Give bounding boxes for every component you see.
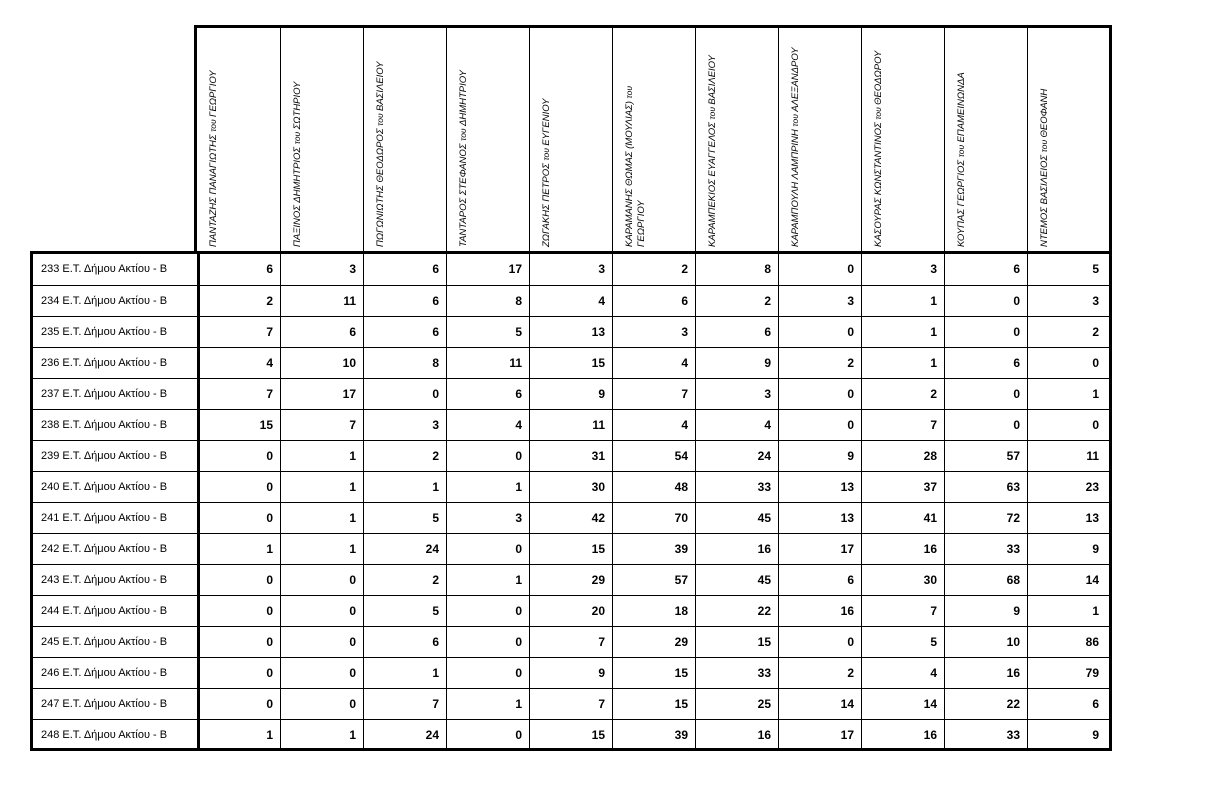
vote-count-cell: 2 [363,441,446,471]
vote-count-cell: 39 [612,534,695,564]
vote-count-cell: 10 [944,627,1027,657]
vote-count-cell: 16 [695,534,778,564]
vote-count-cell: 3 [695,379,778,409]
table-row [33,564,1109,595]
vote-count-cell: 0 [446,441,529,471]
polling-station-label: 248 Ε.Τ. Δήμου Ακτίου - Β [41,729,168,741]
vote-count-cell: 9 [529,379,612,409]
vote-count-cell: 5 [1027,254,1106,285]
polling-station-label: 246 Ε.Τ. Δήμου Ακτίου - Β [41,667,168,679]
vote-count-cell: 2 [1027,317,1106,347]
vote-count-cell: 0 [280,627,363,657]
vote-count-cell: 57 [612,565,695,595]
candidate-name: ΝΤΕΜΟΣ ΒΑΣΙΛΕΙΟΣ [1039,152,1050,247]
vote-count-cell: 20 [529,596,612,626]
vote-count-cell: 0 [778,254,861,285]
vote-count-cell: 30 [529,472,612,502]
table-row [33,719,1109,750]
vote-count-cell: 2 [778,348,861,378]
vote-count-cell: 63 [944,472,1027,502]
vote-count-cell: 7 [280,410,363,440]
column-header [1027,28,1109,255]
column-header-label [540,47,553,247]
table-row [33,440,1109,471]
column-header [778,28,861,255]
column-header-label [291,47,304,247]
vote-count-cell: 6 [363,317,446,347]
column-header-label [955,47,968,247]
vote-count-cell: 8 [363,348,446,378]
vote-count-cell: 5 [363,503,446,533]
candidate-tou: του [1039,137,1049,153]
vote-count-cell: 0 [1027,410,1106,440]
vote-count-cell: 31 [529,441,612,471]
vote-count-cell: 86 [1027,627,1106,657]
column-header-label [623,47,648,247]
vote-count-cell: 0 [280,565,363,595]
vote-count-cell: 9 [778,441,861,471]
vote-count-cell: 17 [778,720,861,750]
vote-count-cell: 7 [529,689,612,719]
vote-count-cell: 48 [612,472,695,502]
vote-count-cell: 9 [529,658,612,688]
vote-count-cell: 3 [861,254,944,285]
column-header [446,28,529,255]
table-row [33,285,1109,316]
column-header-label [374,47,387,247]
candidate-tou: του [624,85,634,99]
column-header [861,28,944,255]
vote-count-cell: 17 [446,254,529,285]
candidate-tou: του [873,104,883,120]
vote-count-cell: 28 [861,441,944,471]
vote-count-cell: 11 [529,410,612,440]
vote-count-cell: 13 [529,317,612,347]
vote-count-cell: 4 [695,410,778,440]
column-header-label [706,47,719,247]
vote-count-cell: 45 [695,565,778,595]
vote-count-cell: 1 [861,286,944,316]
vote-count-cell: 3 [1027,286,1106,316]
vote-count-cell: 1 [280,441,363,471]
vote-count-cell: 14 [861,689,944,719]
vote-count-cell: 2 [197,286,280,316]
vote-count-cell: 16 [861,534,944,564]
vote-count-cell: 0 [944,317,1027,347]
candidate-tou: του [208,116,218,132]
vote-count-cell: 4 [861,658,944,688]
candidate-name: ΚΑΡΑΜΠΟΥΛΗ ΛΑΜΠΡΙΝΗ [790,126,801,247]
vote-count-cell: 0 [197,596,280,626]
results-table [30,251,1112,751]
vote-count-cell: 0 [778,379,861,409]
vote-count-cell: 0 [197,627,280,657]
vote-count-cell: 2 [612,254,695,285]
vote-count-cell: 15 [529,348,612,378]
vote-count-cell: 0 [944,379,1027,409]
vote-count-cell: 3 [612,317,695,347]
vote-count-cell: 6 [197,254,280,285]
vote-count-cell: 6 [446,379,529,409]
vote-count-cell: 0 [944,410,1027,440]
vote-count-cell: 13 [1027,503,1106,533]
candidate-patronymic: ΕΥΓΕΝΙΟΥ [541,98,552,146]
vote-count-cell: 0 [363,379,446,409]
vote-count-cell: 1 [280,534,363,564]
vote-count-cell: 24 [695,441,778,471]
vote-count-cell: 0 [446,534,529,564]
vote-count-cell: 68 [944,565,1027,595]
polling-station-label: 235 Ε.Τ. Δήμου Ακτίου - Β [41,326,168,338]
vote-count-cell: 6 [695,317,778,347]
vote-count-cell: 15 [695,627,778,657]
vote-count-cell: 39 [612,720,695,750]
vote-count-cell: 3 [529,254,612,285]
table-row [33,626,1109,657]
table-row [33,409,1109,440]
vote-count-cell: 1 [861,317,944,347]
polling-station-label: 245 Ε.Τ. Δήμου Ακτίου - Β [41,636,168,648]
candidate-name: ΚΑΡΑΜΠΕΚΙΟΣ ΕΥΑΓΓΕΛΟΣ [707,119,718,247]
column-header-label [789,47,802,247]
polling-station-label: 244 Ε.Τ. Δήμου Ακτίου - Β [41,605,168,617]
candidate-patronymic: ΒΑΣΙΛΕΙΟΥ [375,61,386,112]
table-row [33,378,1109,409]
vote-count-cell: 0 [778,410,861,440]
polling-station-label: 237 Ε.Τ. Δήμου Ακτίου - Β [41,388,168,400]
vote-count-cell: 2 [778,658,861,688]
polling-station-label: 236 Ε.Τ. Δήμου Ακτίου - Β [41,357,168,369]
vote-count-cell: 8 [695,254,778,285]
vote-count-cell: 16 [861,720,944,750]
vote-count-cell: 4 [529,286,612,316]
vote-count-cell: 37 [861,472,944,502]
candidate-tou: του [458,126,468,141]
vote-count-cell: 11 [280,286,363,316]
vote-count-cell: 41 [861,503,944,533]
polling-station-label: 240 Ε.Τ. Δήμου Ακτίου - Β [41,481,168,493]
vote-count-cell: 6 [363,254,446,285]
vote-count-cell: 33 [695,658,778,688]
vote-count-cell: 1 [363,472,446,502]
vote-count-cell: 45 [695,503,778,533]
table-row [33,533,1109,564]
column-header [695,28,778,255]
polling-station-label: 239 Ε.Τ. Δήμου Ακτίου - Β [41,450,168,462]
candidate-name: ΚΟΥΠΑΣ ΓΕΩΡΓΙΟΣ [956,157,967,247]
vote-count-cell: 3 [446,503,529,533]
vote-count-cell: 0 [778,627,861,657]
polling-station-label: 243 Ε.Τ. Δήμου Ακτίου - Β [41,574,168,586]
vote-count-cell: 11 [1027,441,1106,471]
table-row [33,316,1109,347]
candidate-patronymic: ΑΛΕΞΑΝΔΡΟΥ [790,47,801,112]
vote-count-cell: 14 [778,689,861,719]
polling-station-label: 234 Ε.Τ. Δήμου Ακτίου - Β [41,295,168,307]
vote-count-cell: 25 [695,689,778,719]
table-row [33,502,1109,533]
candidate-tou: του [375,111,385,126]
polling-station-label: 242 Ε.Τ. Δήμου Ακτίου - Β [41,543,168,555]
vote-count-cell: 5 [363,596,446,626]
vote-count-cell: 1 [446,689,529,719]
vote-count-cell: 17 [280,379,363,409]
vote-count-cell: 4 [197,348,280,378]
vote-count-cell: 6 [363,627,446,657]
vote-count-cell: 1 [197,534,280,564]
vote-count-cell: 9 [1027,720,1106,750]
candidate-patronymic: ΓΕΩΡΓΙΟΥ [208,70,219,117]
vote-count-cell: 7 [861,596,944,626]
vote-count-cell: 16 [944,658,1027,688]
vote-count-cell: 29 [612,627,695,657]
vote-count-cell: 2 [363,565,446,595]
candidate-name: ΠΑΞΙΝΟΣ ΔΗΜΗΤΡΙΟΣ [292,144,303,247]
vote-count-cell: 0 [197,441,280,471]
column-header-label [457,47,470,247]
vote-count-cell: 54 [612,441,695,471]
vote-count-cell: 5 [861,627,944,657]
candidate-patronymic: ΒΑΣΙΛΕΙΟΥ [707,55,718,105]
vote-count-cell: 0 [446,720,529,750]
column-header [944,28,1027,255]
vote-count-cell: 0 [197,565,280,595]
vote-count-cell: 0 [446,627,529,657]
table-row [33,595,1109,626]
vote-count-cell: 15 [612,689,695,719]
candidate-patronymic: ΕΠΑΜΕΙΝΩΝΔΑ [956,72,967,143]
vote-count-cell: 7 [197,379,280,409]
vote-count-cell: 13 [778,472,861,502]
vote-count-cell: 79 [1027,658,1106,688]
vote-count-cell: 1 [197,720,280,750]
candidate-name: ΚΑΡΑΜΑΝΗΣ ΘΩΜΑΣ (ΜΟΥΛΙΑΣ) [624,98,635,247]
candidate-name: ΖΩΓΑΚΗΣ ΠΕΤΡΟΣ [541,160,552,247]
polling-station-label: 247 Ε.Τ. Δήμου Ακτίου - Β [41,698,168,710]
vote-count-cell: 1 [861,348,944,378]
vote-count-cell: 0 [197,689,280,719]
candidate-tou: του [707,104,717,120]
vote-count-cell: 8 [446,286,529,316]
vote-count-cell: 22 [695,596,778,626]
candidate-tou: του [292,129,302,145]
vote-count-cell: 9 [944,596,1027,626]
vote-count-cell: 6 [944,254,1027,285]
vote-count-cell: 6 [1027,689,1106,719]
column-header-band [194,25,1112,252]
vote-count-cell: 33 [944,720,1027,750]
vote-count-cell: 3 [363,410,446,440]
column-header-label [872,47,885,247]
vote-count-cell: 9 [695,348,778,378]
polling-station-label: 238 Ε.Τ. Δήμου Ακτίου - Β [41,419,168,431]
vote-count-cell: 29 [529,565,612,595]
vote-count-cell: 33 [695,472,778,502]
vote-count-cell: 6 [280,317,363,347]
vote-count-cell: 13 [778,503,861,533]
vote-count-cell: 9 [1027,534,1106,564]
polling-station-label: 233 Ε.Τ. Δήμου Ακτίου - Β [41,263,168,275]
vote-count-cell: 1 [1027,379,1106,409]
vote-count-cell: 4 [446,410,529,440]
vote-count-cell: 1 [363,658,446,688]
vote-count-cell: 0 [280,596,363,626]
table-row [33,254,1109,285]
vote-count-cell: 4 [612,410,695,440]
vote-count-cell: 0 [446,596,529,626]
column-header [280,28,363,255]
candidate-tou: του [541,145,551,161]
candidate-patronymic: ΔΗΜΗΤΡΙΟΥ [458,70,469,127]
column-header [529,28,612,255]
vote-count-cell: 2 [861,379,944,409]
vote-count-cell: 0 [944,286,1027,316]
vote-count-cell: 7 [861,410,944,440]
vote-count-cell: 7 [612,379,695,409]
vote-count-cell: 10 [280,348,363,378]
vote-count-cell: 0 [197,472,280,502]
vote-count-cell: 0 [778,317,861,347]
candidate-tou: του [956,142,966,158]
vote-count-cell: 24 [363,534,446,564]
vote-count-cell: 23 [1027,472,1106,502]
table-row [33,471,1109,502]
column-header-label [1038,47,1051,247]
vote-count-cell: 15 [529,720,612,750]
vote-count-cell: 3 [280,254,363,285]
column-header [197,28,280,255]
vote-count-cell: 15 [529,534,612,564]
vote-count-cell: 7 [529,627,612,657]
vote-count-cell: 1 [280,503,363,533]
vote-count-cell: 6 [944,348,1027,378]
vote-count-cell: 14 [1027,565,1106,595]
vote-count-cell: 1 [1027,596,1106,626]
candidate-name: ΠΑΝΤΑΖΗΣ ΠΑΝΑΓΙΩΤΗΣ [208,131,219,247]
column-header [612,28,695,255]
vote-count-cell: 7 [363,689,446,719]
vote-count-cell: 0 [280,658,363,688]
vote-count-cell: 16 [778,596,861,626]
vote-count-cell: 1 [280,472,363,502]
candidate-patronymic: ΓΕΩΡΓΙΟΥ [636,200,647,247]
vote-count-cell: 3 [778,286,861,316]
vote-count-cell: 0 [280,689,363,719]
candidate-name: ΤΑΝΤΑΡΟΣ ΣΤΕΦΑΝΟΣ [458,140,469,247]
vote-count-cell: 0 [197,503,280,533]
vote-count-cell: 7 [197,317,280,347]
vote-count-cell: 6 [363,286,446,316]
column-header-label [207,47,220,247]
candidate-patronymic: ΣΩΤΗΡΙΟΥ [292,81,303,130]
vote-count-cell: 2 [695,286,778,316]
candidate-name: ΠΩΓΩΝΙΩΤΗΣ ΘΕΟΔΩΡΟΣ [375,125,386,247]
vote-count-cell: 5 [446,317,529,347]
vote-count-cell: 72 [944,503,1027,533]
vote-count-cell: 0 [197,658,280,688]
candidate-patronymic: ΘΕΟΦΑΝΗ [1039,88,1050,138]
vote-count-cell: 24 [363,720,446,750]
vote-count-cell: 30 [861,565,944,595]
polling-station-label: 241 Ε.Τ. Δήμου Ακτίου - Β [41,512,168,524]
vote-count-cell: 33 [944,534,1027,564]
vote-count-cell: 1 [446,565,529,595]
vote-count-cell: 70 [612,503,695,533]
vote-count-cell: 15 [612,658,695,688]
vote-count-cell: 16 [695,720,778,750]
candidate-name: ΚΑΣΟΥΡΑΣ ΚΩΝΣΤΑΝΤΙΝΟΣ [873,119,884,247]
vote-count-cell: 6 [612,286,695,316]
candidate-patronymic: ΘΕΟΔΩΡΟΥ [873,50,884,105]
vote-count-cell: 0 [446,658,529,688]
column-header [363,28,446,255]
vote-count-cell: 57 [944,441,1027,471]
vote-count-cell: 18 [612,596,695,626]
vote-count-cell: 15 [197,410,280,440]
vote-count-cell: 1 [446,472,529,502]
vote-count-cell: 17 [778,534,861,564]
table-row [33,688,1109,719]
table-row [33,657,1109,688]
vote-count-cell: 11 [446,348,529,378]
vote-count-cell: 4 [612,348,695,378]
vote-count-cell: 6 [778,565,861,595]
table-row [33,347,1109,378]
vote-count-cell: 0 [1027,348,1106,378]
vote-count-cell: 42 [529,503,612,533]
candidate-tou: του [790,111,800,127]
vote-count-cell: 22 [944,689,1027,719]
vote-count-cell: 1 [280,720,363,750]
